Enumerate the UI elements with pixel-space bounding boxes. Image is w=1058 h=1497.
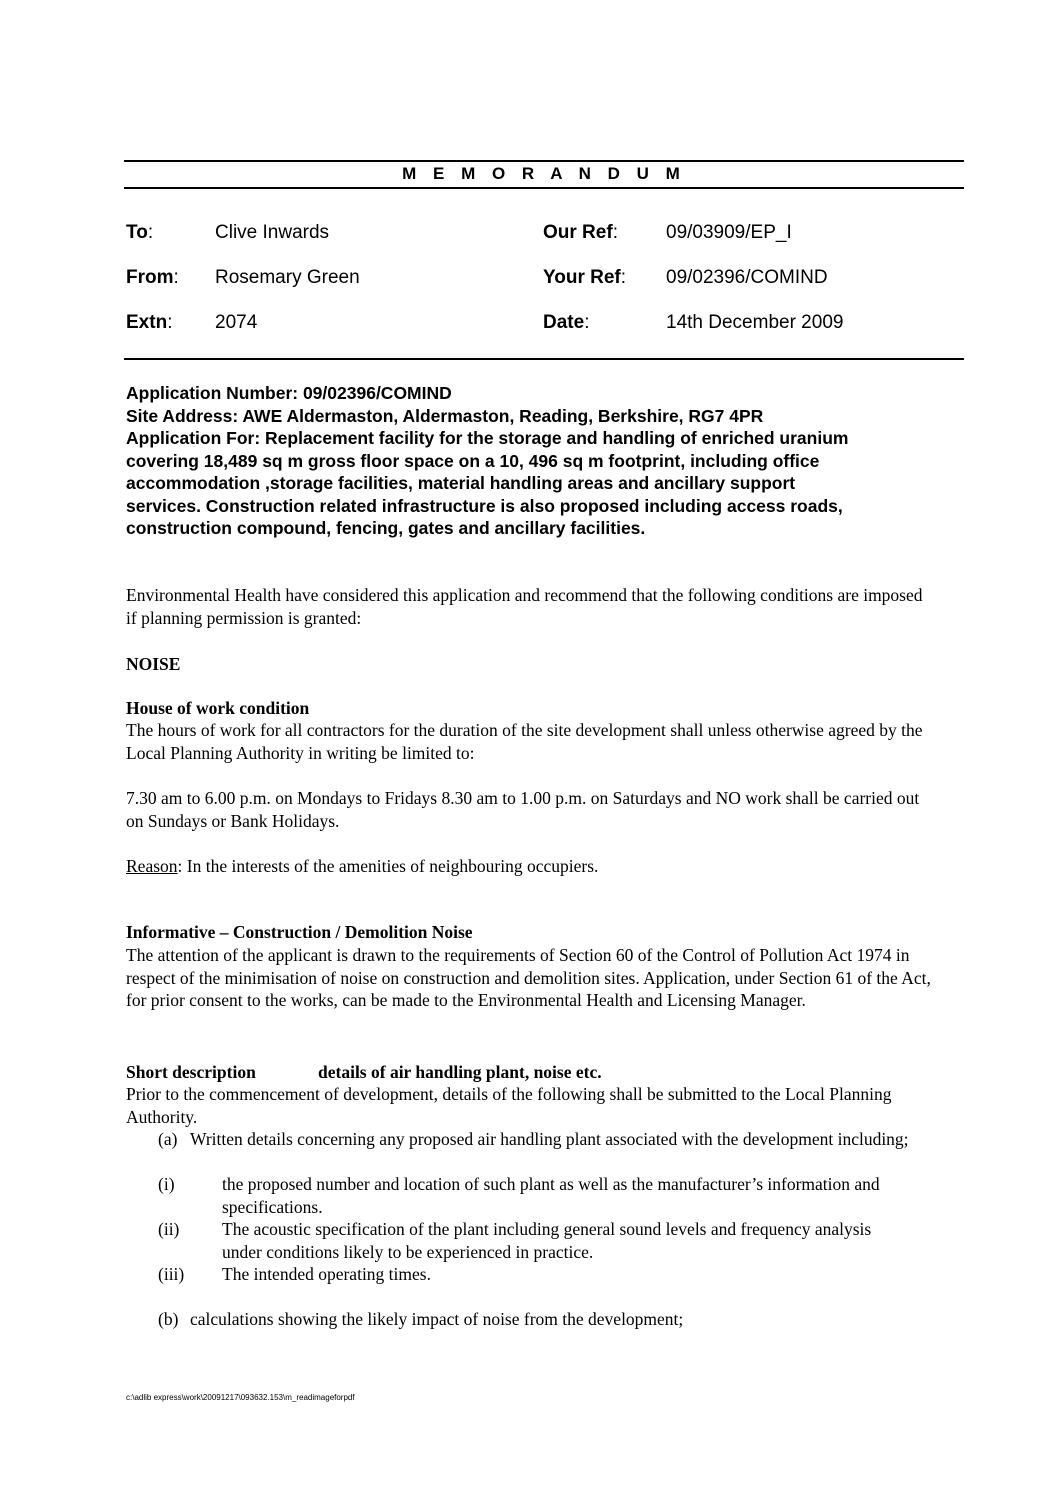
top-rule [124,160,964,162]
application-for-line-3: accommodation ,storage facilities, material handling areas and ancillary support [126,473,796,493]
hours-times: 7.30 am to 6.00 p.m. on Mondays to Fridays 8.30 am to 1.00 p.m. on Saturdays and NO work shall be carried out on Sundays or Bank Holidays. [126,788,920,831]
noise-heading: NOISE [126,654,181,674]
hours-paragraph: The hours of work for all contractors for the duration of the site development shall unless otherwise agreed by the Local Planning Authority in writing be limited to: [126,720,923,763]
your-ref-label: Your Ref [543,267,621,288]
our-ref-field [543,221,618,245]
from-value: Rosemary Green [215,267,360,288]
hours-heading: House of work condition [126,698,310,718]
date-field [543,311,589,335]
from-colon: : [173,267,179,288]
intro-paragraph: Environmental Health have considered this application and recommend that the following conditions are imposed if planning permission is granted: [126,585,923,628]
informative-paragraph: The attention of the applicant is drawn to the requirements of Section 60 of the Control of Pollution Act 1974 in respect of the minimisation of noise on construction and demolition sites. Application, under Section 61 of the Act, for prior consent to the works, can be made to the Environmental Health and Licensing Manager. [126,945,931,1010]
application-details [126,382,946,540]
your-ref-value: 09/02396/COMIND [666,267,828,288]
memo-title: M E M O R A N D U M [402,164,686,183]
title-rule [124,187,964,189]
prior-paragraph: Prior to the commencement of development, details of the following shall be submitted to the Local Planning Authority. [126,1084,892,1127]
reason-paragraph [126,855,936,878]
our-ref-colon: : [612,222,618,243]
item-a-marker: (a) [158,1129,178,1149]
to-value: Clive Inwards [215,222,330,243]
extn-colon: : [167,312,173,333]
reason-text: : In the interests of the amenities of neighbouring occupiers. [177,856,599,876]
date-value: 14th December 2009 [666,312,844,333]
date-colon: : [584,312,590,333]
item-a-text: Written details concerning any proposed air handling plant associated with the development including; [190,1129,909,1149]
reason-label: Reason [126,856,178,876]
to-field [126,221,153,245]
item-b-marker: (b) [158,1309,179,1329]
item-ii-text: The acoustic specification of the plant including general sound levels and frequency analysis under conditions likely to be experienced in practice. [222,1219,872,1262]
application-number: Application Number: 09/02396/COMIND [126,383,452,403]
from-field [126,266,179,290]
to-label: To [126,222,148,243]
short-description-label: Short description [126,1062,256,1082]
application-for-line-4: services. Construction related infrastructure is also proposed including access roads, [126,495,843,516]
site-address: Site Address: AWE Aldermaston, Aldermaston, Reading, Berkshire, RG7 4PR [126,405,764,426]
extn-value: 2074 [215,312,258,333]
item-iii-marker: (iii) [158,1264,185,1284]
item-i-text: the proposed number and location of such plant as well as the manufacturer’s information and specifications. [222,1174,880,1217]
application-for-line-2: covering 18,489 sq m gross floor space on a 10, 496 sq m footprint, including office [126,450,820,471]
header-bottom-rule [124,358,964,360]
item-b-text: calculations showing the likely impact of noise from the development; [190,1309,684,1329]
our-ref-label: Our Ref [543,222,613,243]
from-label: From [126,267,174,288]
extn-label: Extn [126,312,168,333]
short-description-value: details of air handling plant, noise etc. [318,1062,602,1082]
item-i-marker: (i) [158,1174,175,1194]
footer-file-path: c:\adlib express\work\20091217\093632.153\m_readimageforpdf [126,1393,355,1402]
application-for-line-1: Application For: Replacement facility for the storage and handling of enriched uranium [126,428,849,448]
your-ref-colon: : [620,267,627,288]
date-label: Date [543,312,585,333]
our-ref-value: 09/03909/EP_I [666,222,792,243]
item-ii-marker: (ii) [158,1219,180,1239]
informative-heading: Informative – Construction / Demolition Noise [126,922,473,942]
application-for-line-5: construction compound, fencing, gates and ancillary facilities. [126,518,646,538]
extn-field [126,311,172,335]
to-colon: : [147,222,154,243]
item-iii-text: The intended operating times. [222,1264,431,1284]
your-ref-field [543,266,626,290]
